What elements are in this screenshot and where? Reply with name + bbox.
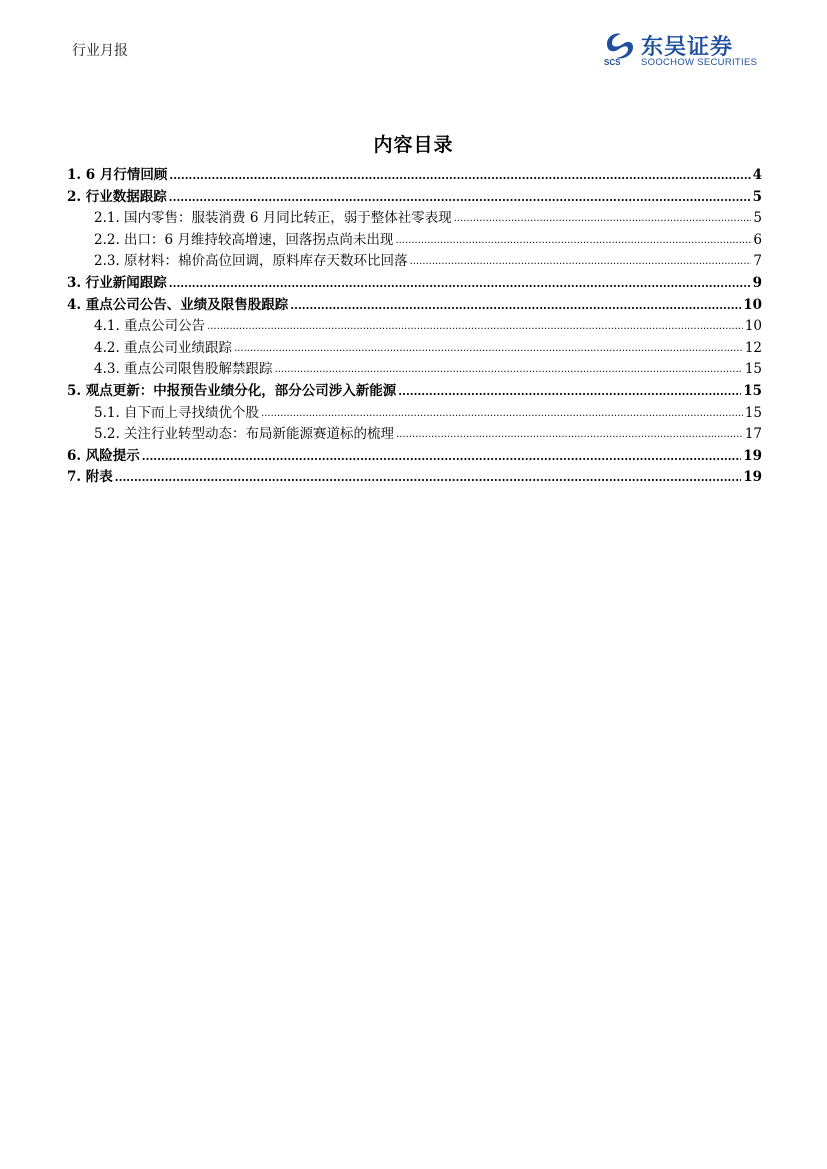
toc-entry-label: 2.1. 国内零售：服装消费 6 月同比转正，弱于整体社零表现 [94,210,452,227]
toc-entry-page: 17 [744,426,762,443]
toc-leader-dots [290,295,741,317]
toc-leader-dots [169,187,751,209]
report-type-label: 行业月报 [72,43,128,59]
toc-entry-label: 2.2. 出口：6 月维持较高增速，回落拐点尚未出现 [94,231,394,248]
toc-entry-page: 9 [752,274,762,291]
toc-entry[interactable] [67,316,762,338]
toc-entry-label: 6. 风险提示 [67,447,140,464]
toc-entry-page: 4 [752,167,762,183]
toc-entry-page: 15 [744,361,762,378]
toc-entry-label: 4.2. 重点公司业绩跟踪 [94,339,233,356]
toc-leader-dots [142,446,741,468]
logo-english-name: SOOCHOW SECURITIES [641,57,758,68]
company-logo [603,30,768,70]
toc-entry[interactable] [67,359,762,381]
toc-entry-page: 5 [753,210,762,227]
toc-entry-page: 12 [744,339,762,356]
toc-entry-page: 10 [743,296,762,313]
toc-leader-dots [410,251,752,273]
toc-leader-dots [115,467,741,489]
toc-entry-page: 15 [743,382,762,399]
toc-entry[interactable] [67,446,762,468]
toc-entry-page: 19 [743,447,762,464]
logo-chinese-name: 东吴证券 [641,35,734,60]
toc-entry-page: 15 [744,404,762,421]
toc-entry-label: 2.3. 原材料：棉价高位回调，原料库存天数环比回落 [94,253,408,270]
toc-leader-dots [398,381,741,403]
toc-leader-dots [207,316,743,338]
toc-entry[interactable] [67,424,762,446]
toc-entry-page: 19 [743,469,762,486]
toc-entry-label: 1. 6 月行情回顾 [67,167,168,183]
toc-entry-label: 3. 行业新闻跟踪 [67,274,167,291]
toc-entry-label: 4. 重点公司公告、业绩及限售股跟踪 [67,296,289,313]
toc-entry-label: 5.1. 自下而上寻找绩优个股 [94,404,260,421]
toc-entry-label: 2. 行业数据跟踪 [67,188,167,205]
toc-entry[interactable] [67,208,762,230]
toc-leader-dots [395,230,751,252]
toc-entry-page: 6 [753,231,762,248]
toc-leader-dots [396,424,743,446]
toc-leader-dots [169,165,750,187]
toc-leader-dots [169,273,751,295]
scs-logo-icon [603,30,637,66]
toc-entry-page: 7 [753,253,762,270]
toc-entry-label: 4.3. 重点公司限售股解禁跟踪 [94,361,273,378]
toc-entry-label: 5.2. 关注行业转型动态：布局新能源赛道标的梳理 [94,426,395,443]
toc-entry[interactable] [67,467,762,489]
toc-leader-dots [454,208,752,230]
toc-entry[interactable] [67,251,762,273]
toc-entry-label: 5. 观点更新：中报预告业绩分化，部分公司涉入新能源 [67,382,397,399]
toc-entry[interactable] [67,381,762,403]
toc-entry[interactable] [67,187,762,209]
table-of-contents [67,165,762,489]
toc-entry[interactable] [67,295,762,317]
toc-entry-page: 10 [744,318,762,335]
toc-entry[interactable] [67,403,762,425]
logo-mark-text: SCS [604,58,621,66]
toc-entry-label: 7. 附表 [67,469,113,486]
toc-entry[interactable] [67,230,762,252]
toc-entry-page: 5 [752,188,762,205]
toc-leader-dots [261,403,743,425]
toc-entry[interactable] [67,165,762,187]
toc-entry[interactable] [67,338,762,360]
toc-entry[interactable] [67,273,762,295]
toc-leader-dots [275,359,743,381]
toc-entry-label: 4.1. 重点公司公告 [94,318,206,335]
toc-title: 内容目录 [373,134,454,156]
toc-leader-dots [234,338,743,360]
